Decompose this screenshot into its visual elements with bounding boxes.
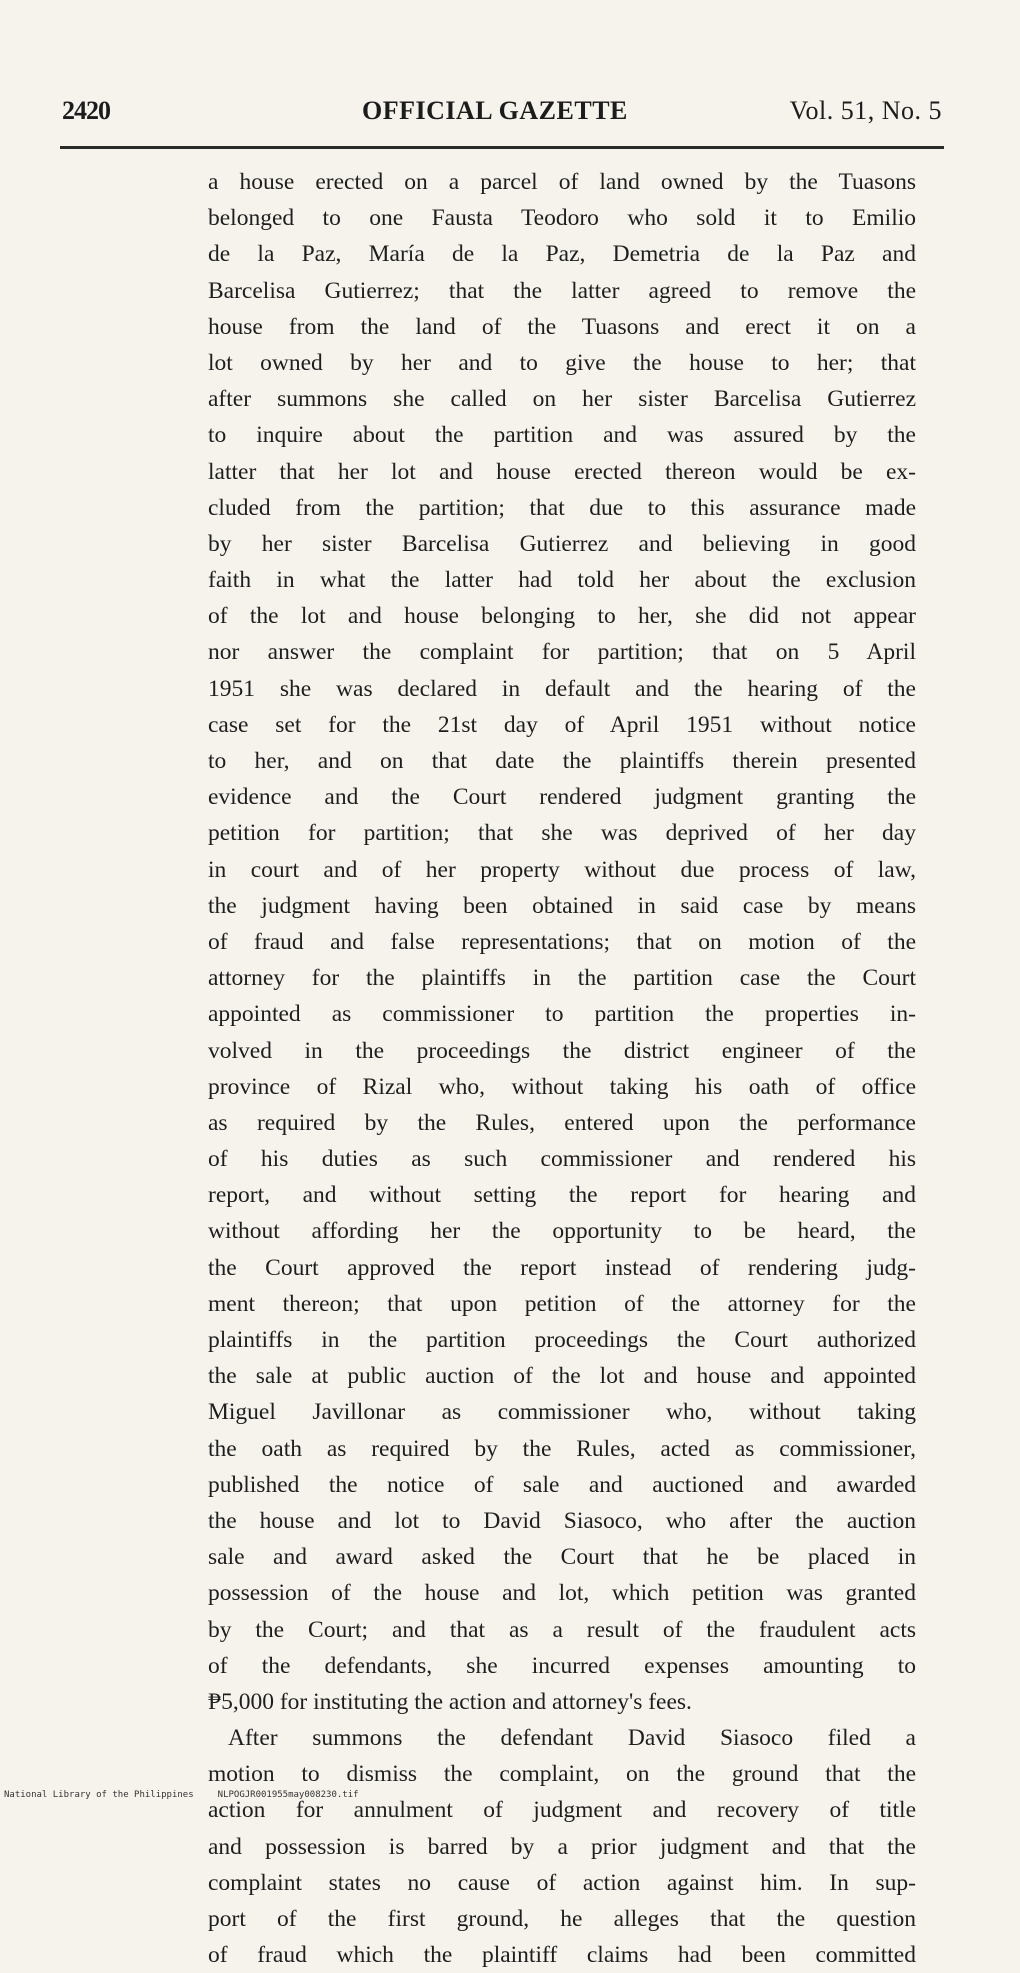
text-line: and possession is barred by a prior judgment and that the: [208, 1833, 916, 1860]
text-line: lot owned by her and to give the house to her; that: [208, 349, 916, 376]
text-line: by the Court; and that as a result of the fraudulent acts: [208, 1616, 916, 1643]
page-header: [62, 96, 942, 136]
text-line: the house and lot to David Siasoco, who after the auction: [208, 1507, 916, 1534]
text-line: faith in what the latter had told her about the exclusion: [208, 567, 916, 594]
text-line: after summons she called on her sister Barcelisa Gutierrez: [208, 386, 916, 413]
text-line: report, and without setting the report for hearing and: [208, 1182, 916, 1209]
text-line: evidence and the Court rendered judgment granting the: [208, 784, 916, 811]
text-line: Barcelisa Gutierrez; that the latter agreed to remove the: [208, 277, 916, 304]
text-line: After summons the defendant David Siasoco filed a: [228, 1725, 916, 1752]
text-line: action for annulment of judgment and recovery of title: [208, 1797, 916, 1824]
text-line: house from the land of the Tuasons and erect it on a: [208, 313, 916, 340]
text-line: plaintiffs in the partition proceedings the Court authorized: [208, 1327, 916, 1353]
volume-number: Vol. 51, No. 5: [789, 96, 942, 125]
text-line: as required by the Rules, entered upon the performance: [208, 1109, 916, 1136]
text-line: province of Rizal who, without taking his oath of office: [208, 1073, 916, 1100]
text-line: case set for the 21st day of April 1951 without notice: [208, 711, 916, 738]
text-line: cluded from the partition; that due to this assurance made: [208, 494, 916, 521]
text-line: of fraud and false representations; that on motion of the: [208, 928, 916, 955]
text-line: possession of the house and lot, which petition was granted: [208, 1580, 916, 1607]
text-line: ment thereon; that upon petition of the attorney for the: [208, 1290, 916, 1317]
text-line: of the defendants, she incurred expenses amounting to: [208, 1652, 916, 1679]
text-line: published the notice of sale and auctioned and awarded: [208, 1471, 916, 1498]
text-line: petition for partition; that she was deprived of her day: [208, 820, 916, 847]
text-line: the oath as required by the Rules, acted as commissioner,: [208, 1435, 916, 1462]
text-line: of his duties as such commissioner and rendered his: [208, 1146, 916, 1173]
text-line: attorney for the plaintiffs in the partition case the Court: [208, 965, 916, 992]
library-credit: National Library of the Philippines: [4, 1790, 194, 1800]
text-line: volved in the proceedings the district engineer of the: [208, 1037, 916, 1064]
header-rule: [60, 146, 944, 149]
text-line: by her sister Barcelisa Gutierrez and believing in good: [208, 530, 916, 557]
text-line: complaint states no cause of action against him. In sup-: [208, 1869, 916, 1896]
text-line: motion to dismiss the complaint, on the ground that the: [208, 1761, 916, 1788]
page-number: 2420: [62, 96, 110, 125]
text-line: a house erected on a parcel of land owned by the Tuasons: [208, 169, 916, 195]
text-line: port of the first ground, he alleges that the question: [208, 1906, 916, 1932]
scan-footer: [4, 1790, 383, 1800]
text-line: ₱5,000 for instituting the action and attorney's fees.: [208, 1688, 692, 1715]
text-line: nor answer the complaint for partition; that on 5 April: [208, 639, 916, 666]
text-line: without affording her the opportunity to be heard, the: [208, 1218, 916, 1245]
text-line: Miguel Javillonar as commissioner who, without taking: [208, 1399, 916, 1426]
gazette-title: OFFICIAL GAZETTE: [362, 96, 628, 125]
text-line: latter that her lot and house erected thereon would be ex-: [208, 458, 916, 485]
text-line: of the lot and house belonging to her, she did not appear: [208, 603, 916, 630]
text-line: the Court approved the report instead of rendering judg-: [208, 1254, 916, 1281]
text-line: appointed as commissioner to partition the properties in-: [208, 1001, 916, 1028]
text-line: 1951 she was declared in default and the hearing of the: [208, 675, 916, 702]
text-line: in court and of her property without due process of law,: [208, 856, 916, 883]
text-line: the judgment having been obtained in said case by means: [208, 892, 916, 919]
text-line: sale and award asked the Court that he be placed in: [208, 1544, 916, 1571]
text-line: de la Paz, María de la Paz, Demetria de la Paz and: [208, 241, 916, 268]
text-line: to her, and on that date the plaintiffs therein presented: [208, 748, 916, 774]
document-body: [208, 164, 916, 1973]
text-line: to inquire about the partition and was assured by the: [208, 422, 916, 449]
text-line: of fraud which the plaintiff claims had been committed: [208, 1942, 916, 1969]
text-line: the sale at public auction of the lot and house and appointed: [208, 1363, 916, 1390]
scan-file-name: NLPOGJR001955may008230.tif: [217, 1790, 359, 1800]
text-line: belonged to one Fausta Teodoro who sold it to Emilio: [208, 205, 916, 232]
